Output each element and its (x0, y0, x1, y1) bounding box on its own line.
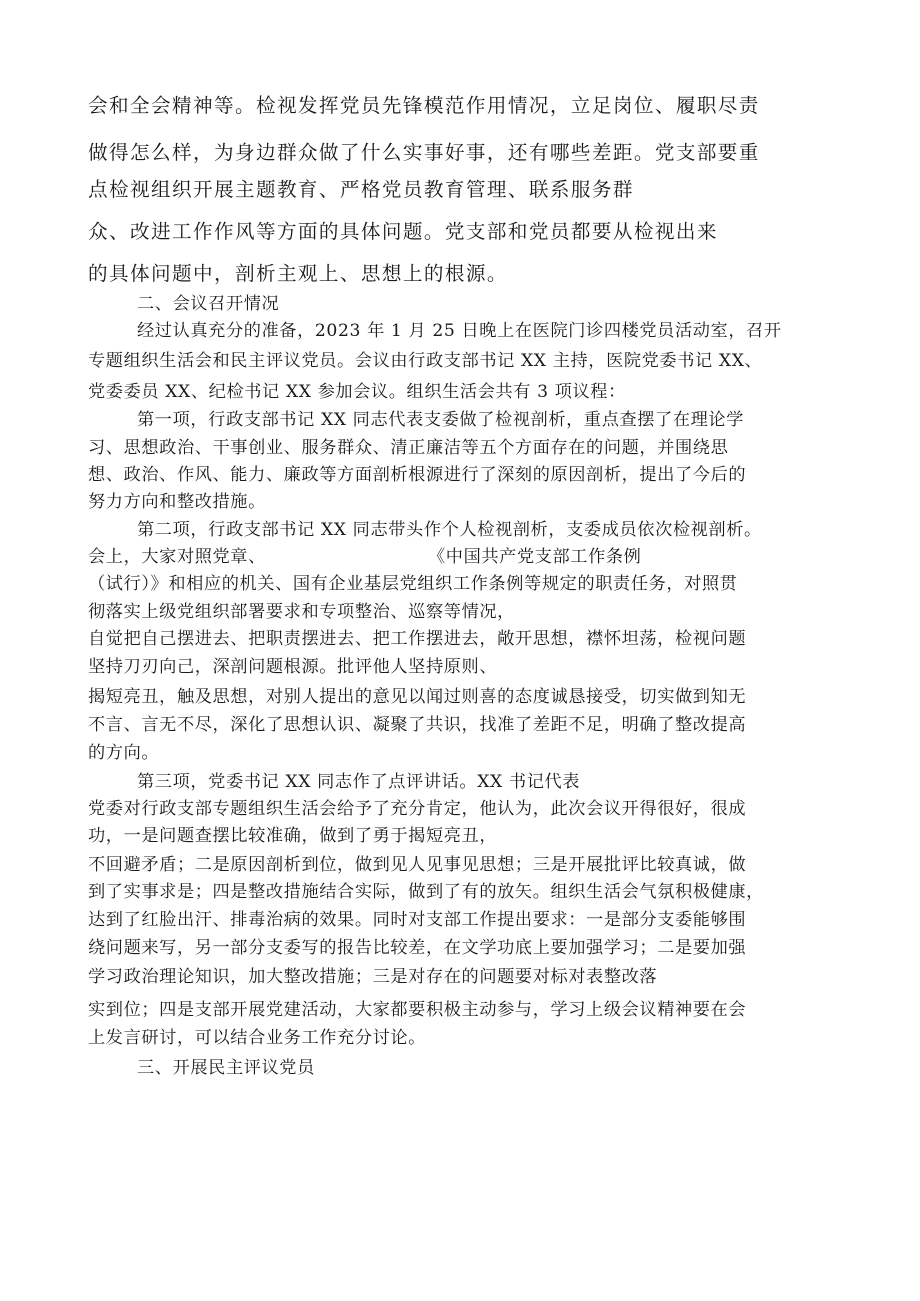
paragraph-line: 到了实事求是；四是整改措施结合实际，做到了有的放矢。组织生活会气氛积极健康， (88, 882, 764, 902)
paragraph-line: 彻落实上级党组织部署要求和专项整治、巡察等情况， (88, 602, 515, 622)
paragraph-line: 的方向。 (88, 743, 160, 763)
paragraph-line: 第二项，行政支部书记 XX 同志带头作个人检视剖析，支委成员依次检视剖析。 (137, 520, 762, 540)
intro-line: 众、改进工作作风等方面的具体问题。党支部和党员都要从检视出来 (88, 220, 718, 243)
paragraph-line: 习、思想政治、干事创业、服务群众、清正廉洁等五个方面存在的问题，并围绕思 (88, 438, 729, 458)
paragraph-line: 坚持刀刃向己，深剖问题根源。批评他人坚持原则、 (88, 657, 498, 677)
paragraph-line: 努力方向和整改措施。 (88, 492, 266, 512)
paragraph-line: 功，一是问题查摆比较准确，做到了勇于揭短亮丑， (88, 826, 498, 846)
paragraph-line: 绕问题来写，另一部分支委写的报告比较差，在文学功底上要加强学习；二是要加强 (88, 938, 747, 958)
paragraph-line: 达到了红脸出汗、排毒治病的效果。同时对支部工作提出要求：一是部分支委能够围 (88, 910, 747, 930)
paragraph-line: 第三项，党委书记 XX 同志作了点评讲话。XX 书记代表 (137, 772, 581, 792)
intro-line: 点检视组织开展主题教育、严格党员教育管理、联系服务群 (88, 178, 634, 201)
intro-line: 做得怎么样，为身边群众做了什么实事好事，还有哪些差距。党支部要重 (88, 141, 760, 164)
paragraph-line: 经过认真充分的准备，2023 年 1 月 25 日晚上在医院门诊四楼党员活动室，召开 (137, 321, 782, 341)
paragraph-line: 不言、言无不尽，深化了思想认识、凝聚了共识，找准了差距不足，明确了整改提高 (88, 715, 747, 735)
paragraph-line: 上发言研讨，可以结合业务工作充分讨论。 (88, 1028, 426, 1048)
intro-line: 会和全会精神等。检视发挥党员先锋模范作用情况，立足岗位、履职尽责 (88, 94, 760, 117)
intro-line: 的具体问题中，剖析主观上、思想上的根源。 (88, 262, 508, 285)
paragraph-line: 学习政治理论知识，加大整改措施；三是对存在的问题要对标对表整改落 (88, 967, 658, 987)
paragraph-line: 党委对行政支部专题组织生活会给予了充分肯定，他认为，此次会议开得很好，很成 (88, 799, 747, 819)
paragraph-line: 自觉把自己摆进去、把职责摆进去、把工作摆进去，敞开思想，襟怀坦荡，检视问题 (88, 629, 747, 649)
paragraph-line: 专题组织生活会和民主评议党员。会议由行政支部书记 XX 主持，医院党委书记 XX、 (88, 351, 763, 371)
paragraph-line: （试行）》和相应的机关、国有企业基层党组织工作条例等规定的职责任务，对照贯 (88, 574, 738, 594)
paragraph-line: 实到位；四是支部开展党建活动，大家都要积极主动参与，学习上级会议精神要在会 (88, 1000, 747, 1020)
section-heading: 二、会议召开情况 (137, 294, 280, 314)
paragraph-line: 不回避矛盾；二是原因剖析到位，做到见人见事见思想；三是开展批评比较真诚，做 (88, 855, 747, 875)
paragraph-line: 第一项，行政支部书记 XX 同志代表支委做了检视剖析，重点查摆了在理论学 (137, 410, 745, 430)
paragraph-line: 《中国共产党支部工作条例 (428, 547, 642, 567)
paragraph-line: 党委委员 XX、纪检书记 XX 参加会议。组织生活会共有 3 项议程： (88, 382, 626, 402)
paragraph-line: 想、政治、作风、能力、廉政等方面剖析根源进行了深刻的原因剖析，提出了今后的 (88, 465, 747, 485)
section-heading: 三、开展民主评议党员 (137, 1058, 315, 1078)
paragraph-line: 会上，大家对照党章、 (88, 547, 266, 567)
paragraph-line: 揭短亮丑，触及思想，对别人提出的意见以闻过则喜的态度诚恳接受，切实做到知无 (88, 687, 747, 707)
